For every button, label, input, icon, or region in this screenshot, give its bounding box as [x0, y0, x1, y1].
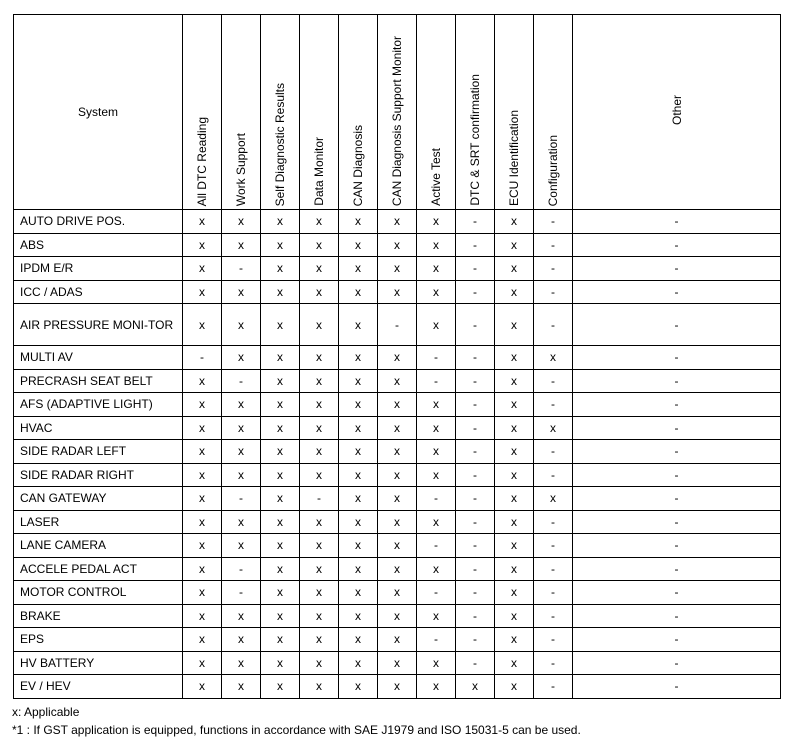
- table-row: [14, 534, 781, 558]
- function-cell: x: [300, 628, 339, 652]
- table-row: [14, 233, 781, 257]
- function-cell: x: [183, 393, 222, 417]
- function-cell: -: [534, 675, 573, 699]
- function-cell: x: [261, 233, 300, 257]
- system-name-cell: EPS: [14, 628, 183, 652]
- table-row: [14, 210, 781, 234]
- function-cell: x: [495, 628, 534, 652]
- function-cell: -: [222, 369, 261, 393]
- system-name-cell: EV / HEV: [14, 675, 183, 699]
- function-cell: x: [339, 651, 378, 675]
- function-cell: x: [495, 346, 534, 370]
- function-cell: x: [261, 440, 300, 464]
- function-cell: x: [339, 557, 378, 581]
- system-name-cell: BRAKE: [14, 604, 183, 628]
- function-cell: x: [417, 651, 456, 675]
- system-name-cell: MOTOR CONTROL: [14, 581, 183, 605]
- function-cell: -: [534, 304, 573, 346]
- function-cell: x: [378, 463, 417, 487]
- function-cell: x: [339, 628, 378, 652]
- function-cell: x: [183, 440, 222, 464]
- function-cell: x: [495, 581, 534, 605]
- function-cell: -: [573, 534, 781, 558]
- function-cell: x: [417, 257, 456, 281]
- function-cell: -: [417, 534, 456, 558]
- system-column-header: System: [14, 15, 183, 210]
- function-cell: x: [261, 304, 300, 346]
- function-cell: -: [534, 369, 573, 393]
- function-cell: x: [261, 210, 300, 234]
- function-cell: x: [300, 416, 339, 440]
- table-row: [14, 440, 781, 464]
- function-cell: x: [222, 416, 261, 440]
- function-cell: x: [183, 369, 222, 393]
- function-cell: -: [573, 463, 781, 487]
- function-cell: x: [300, 463, 339, 487]
- function-cell: x: [300, 369, 339, 393]
- function-cell: -: [456, 487, 495, 511]
- function-cell: x: [222, 510, 261, 534]
- function-cell: x: [378, 393, 417, 417]
- function-cell: x: [300, 581, 339, 605]
- function-cell: x: [417, 604, 456, 628]
- column-header-can-diagnosis: [339, 15, 378, 210]
- function-cell: x: [378, 510, 417, 534]
- column-header-label: DTC & SRT confirmation: [468, 74, 482, 206]
- function-cell: x: [378, 487, 417, 511]
- function-cell: -: [222, 557, 261, 581]
- function-cell: -: [534, 233, 573, 257]
- function-cell: -: [456, 416, 495, 440]
- function-cell: -: [456, 604, 495, 628]
- table-row: [14, 416, 781, 440]
- table-row: [14, 510, 781, 534]
- function-cell: -: [573, 581, 781, 605]
- function-cell: x: [495, 280, 534, 304]
- function-cell: -: [573, 557, 781, 581]
- function-cell: x: [339, 675, 378, 699]
- system-name-cell: SIDE RADAR RIGHT: [14, 463, 183, 487]
- table-row: [14, 369, 781, 393]
- function-cell: x: [495, 369, 534, 393]
- function-cell: x: [378, 257, 417, 281]
- column-header-dtc-srt-confirmation: [456, 15, 495, 210]
- function-cell: x: [222, 280, 261, 304]
- system-name-cell: CAN GATEWAY: [14, 487, 183, 511]
- function-cell: x: [495, 557, 534, 581]
- function-cell: -: [534, 440, 573, 464]
- function-cell: x: [378, 604, 417, 628]
- function-cell: -: [456, 346, 495, 370]
- table-row: [14, 280, 781, 304]
- function-cell: -: [573, 440, 781, 464]
- function-cell: x: [378, 581, 417, 605]
- table-row: [14, 651, 781, 675]
- function-cell: x: [339, 280, 378, 304]
- function-cell: x: [495, 393, 534, 417]
- function-cell: x: [495, 210, 534, 234]
- function-cell: -: [534, 210, 573, 234]
- function-cell: -: [573, 257, 781, 281]
- function-cell: x: [339, 369, 378, 393]
- system-name-cell: HV BATTERY: [14, 651, 183, 675]
- function-cell: x: [183, 416, 222, 440]
- column-header-label: Configuration: [546, 134, 560, 206]
- function-cell: x: [222, 675, 261, 699]
- function-cell: x: [222, 210, 261, 234]
- column-header-can-diagnosis-support-monitor: [378, 15, 417, 210]
- function-cell: x: [300, 440, 339, 464]
- table-row: [14, 628, 781, 652]
- function-cell: -: [456, 440, 495, 464]
- table-row: [14, 304, 781, 346]
- system-name-cell: IPDM E/R: [14, 257, 183, 281]
- function-cell: x: [378, 675, 417, 699]
- function-cell: x: [339, 534, 378, 558]
- table-row: [14, 675, 781, 699]
- function-cell: x: [378, 557, 417, 581]
- function-cell: -: [573, 628, 781, 652]
- system-name-cell: AIR PRESSURE MONI-TOR: [14, 304, 183, 346]
- function-cell: x: [339, 463, 378, 487]
- function-cell: x: [300, 651, 339, 675]
- function-cell: x: [495, 440, 534, 464]
- function-cell: x: [378, 346, 417, 370]
- table-row: [14, 604, 781, 628]
- function-cell: x: [183, 534, 222, 558]
- function-cell: x: [378, 440, 417, 464]
- function-cell: x: [261, 581, 300, 605]
- function-cell: -: [573, 416, 781, 440]
- function-cell: -: [573, 210, 781, 234]
- function-cell: -: [534, 257, 573, 281]
- function-cell: x: [339, 257, 378, 281]
- function-cell: x: [222, 304, 261, 346]
- function-cell: -: [573, 346, 781, 370]
- legend-footnote: *1 : If GST application is equipped, functions in accordance with SAE J1979 and ISO 15031-5 can be used.: [12, 723, 581, 737]
- function-cell: -: [417, 346, 456, 370]
- function-cell: x: [183, 487, 222, 511]
- function-cell: -: [378, 304, 417, 346]
- function-cell: x: [339, 487, 378, 511]
- function-cell: x: [417, 280, 456, 304]
- function-cell: x: [222, 604, 261, 628]
- function-cell: x: [495, 304, 534, 346]
- function-cell: x: [495, 416, 534, 440]
- function-cell: -: [222, 581, 261, 605]
- function-cell: -: [534, 393, 573, 417]
- function-cell: x: [300, 346, 339, 370]
- function-cell: x: [261, 628, 300, 652]
- function-cell: x: [222, 440, 261, 464]
- function-cell: x: [261, 604, 300, 628]
- function-cell: x: [495, 604, 534, 628]
- function-cell: x: [378, 534, 417, 558]
- function-cell: -: [417, 628, 456, 652]
- column-header-label: CAN Diagnosis: [351, 124, 365, 206]
- function-cell: x: [417, 304, 456, 346]
- function-cell: -: [456, 257, 495, 281]
- system-name-cell: ABS: [14, 233, 183, 257]
- function-cell: x: [261, 534, 300, 558]
- function-cell: x: [183, 604, 222, 628]
- function-cell: x: [417, 416, 456, 440]
- column-header-ecu-identification: [495, 15, 534, 210]
- function-cell: x: [495, 463, 534, 487]
- function-cell: x: [222, 628, 261, 652]
- function-cell: x: [183, 280, 222, 304]
- function-cell: x: [339, 604, 378, 628]
- function-cell: -: [534, 463, 573, 487]
- function-cell: x: [417, 210, 456, 234]
- function-cell: x: [261, 651, 300, 675]
- function-cell: -: [573, 510, 781, 534]
- column-header-label: Data Monitor: [312, 137, 326, 206]
- legend: [12, 703, 581, 739]
- function-availability-table: [13, 14, 781, 699]
- function-cell: -: [573, 369, 781, 393]
- function-cell: -: [417, 581, 456, 605]
- table-row: [14, 581, 781, 605]
- function-cell: x: [222, 393, 261, 417]
- function-cell: x: [378, 369, 417, 393]
- table-body: [14, 210, 781, 699]
- function-cell: -: [456, 628, 495, 652]
- system-name-cell: SIDE RADAR LEFT: [14, 440, 183, 464]
- table-row: [14, 346, 781, 370]
- function-cell: x: [339, 346, 378, 370]
- function-cell: x: [495, 510, 534, 534]
- function-cell: -: [300, 487, 339, 511]
- function-cell: x: [534, 416, 573, 440]
- system-name-cell: LASER: [14, 510, 183, 534]
- function-cell: x: [300, 233, 339, 257]
- system-name-cell: LANE CAMERA: [14, 534, 183, 558]
- function-cell: x: [417, 510, 456, 534]
- function-cell: -: [417, 369, 456, 393]
- function-cell: x: [495, 487, 534, 511]
- function-cell: x: [183, 257, 222, 281]
- function-cell: -: [456, 280, 495, 304]
- function-cell: x: [183, 557, 222, 581]
- function-cell: -: [456, 510, 495, 534]
- function-cell: x: [222, 463, 261, 487]
- function-cell: x: [222, 534, 261, 558]
- function-cell: -: [222, 487, 261, 511]
- column-header-data-monitor: [300, 15, 339, 210]
- function-cell: x: [300, 210, 339, 234]
- system-name-cell: ICC / ADAS: [14, 280, 183, 304]
- function-cell: x: [183, 210, 222, 234]
- function-cell: x: [300, 304, 339, 346]
- function-table-container: [13, 14, 781, 699]
- function-cell: -: [573, 651, 781, 675]
- table-row: [14, 487, 781, 511]
- function-cell: x: [495, 233, 534, 257]
- function-cell: x: [417, 675, 456, 699]
- function-cell: x: [183, 304, 222, 346]
- function-cell: x: [417, 440, 456, 464]
- function-cell: -: [573, 675, 781, 699]
- table-row: [14, 393, 781, 417]
- function-cell: -: [573, 280, 781, 304]
- function-cell: -: [456, 581, 495, 605]
- function-cell: -: [573, 393, 781, 417]
- column-header-label: Work Support: [234, 132, 248, 206]
- function-cell: -: [573, 604, 781, 628]
- system-name-cell: AFS (ADAPTIVE LIGHT): [14, 393, 183, 417]
- function-cell: x: [378, 233, 417, 257]
- function-cell: x: [378, 651, 417, 675]
- function-cell: -: [534, 510, 573, 534]
- system-name-cell: HVAC: [14, 416, 183, 440]
- function-cell: -: [456, 651, 495, 675]
- function-cell: x: [261, 463, 300, 487]
- function-cell: -: [573, 304, 781, 346]
- legend-applicable: x: Applicable: [12, 705, 80, 719]
- function-cell: x: [339, 416, 378, 440]
- function-cell: x: [261, 369, 300, 393]
- column-header-other: [573, 15, 781, 210]
- function-cell: x: [222, 651, 261, 675]
- function-cell: x: [495, 651, 534, 675]
- function-cell: x: [378, 210, 417, 234]
- function-cell: x: [339, 440, 378, 464]
- function-cell: -: [534, 604, 573, 628]
- function-cell: x: [183, 463, 222, 487]
- function-cell: -: [534, 581, 573, 605]
- function-cell: -: [534, 628, 573, 652]
- function-cell: x: [456, 675, 495, 699]
- function-cell: x: [261, 675, 300, 699]
- function-cell: x: [417, 557, 456, 581]
- function-cell: x: [261, 557, 300, 581]
- function-cell: x: [495, 675, 534, 699]
- function-cell: -: [534, 651, 573, 675]
- function-cell: -: [456, 534, 495, 558]
- function-cell: x: [339, 210, 378, 234]
- column-header-label: Other: [669, 95, 684, 126]
- function-cell: x: [534, 346, 573, 370]
- function-cell: x: [495, 257, 534, 281]
- function-cell: x: [222, 346, 261, 370]
- function-cell: -: [456, 463, 495, 487]
- function-cell: x: [222, 233, 261, 257]
- column-header-label: Self Diagnostic Results: [273, 82, 287, 206]
- function-cell: x: [183, 510, 222, 534]
- column-header-work-support: [222, 15, 261, 210]
- system-name-cell: ACCELE PEDAL ACT: [14, 557, 183, 581]
- function-cell: -: [456, 210, 495, 234]
- table-row: [14, 463, 781, 487]
- function-cell: x: [261, 416, 300, 440]
- function-cell: x: [183, 651, 222, 675]
- function-cell: x: [261, 257, 300, 281]
- system-name-cell: PRECRASH SEAT BELT: [14, 369, 183, 393]
- function-cell: x: [417, 233, 456, 257]
- function-cell: x: [261, 393, 300, 417]
- function-cell: x: [300, 393, 339, 417]
- function-cell: x: [261, 280, 300, 304]
- header-row: [14, 15, 781, 210]
- function-cell: x: [300, 557, 339, 581]
- function-cell: x: [417, 463, 456, 487]
- function-cell: x: [300, 257, 339, 281]
- column-header-active-test: [417, 15, 456, 210]
- function-cell: x: [417, 393, 456, 417]
- function-cell: x: [300, 675, 339, 699]
- system-name-cell: AUTO DRIVE POS.: [14, 210, 183, 234]
- function-cell: x: [300, 280, 339, 304]
- function-cell: x: [183, 675, 222, 699]
- column-header-self-diagnostic-results: [261, 15, 300, 210]
- function-cell: x: [534, 487, 573, 511]
- function-cell: -: [534, 534, 573, 558]
- function-cell: x: [339, 581, 378, 605]
- function-cell: -: [456, 233, 495, 257]
- column-header-label: CAN Diagnosis Support Monitor: [390, 35, 404, 206]
- function-cell: -: [222, 257, 261, 281]
- function-cell: x: [300, 604, 339, 628]
- function-cell: -: [534, 557, 573, 581]
- system-name-cell: MULTI AV: [14, 346, 183, 370]
- function-cell: x: [183, 628, 222, 652]
- function-cell: x: [183, 233, 222, 257]
- function-cell: x: [339, 393, 378, 417]
- function-cell: -: [534, 280, 573, 304]
- function-cell: -: [573, 487, 781, 511]
- function-cell: x: [261, 487, 300, 511]
- function-cell: x: [378, 280, 417, 304]
- function-cell: x: [378, 628, 417, 652]
- function-cell: -: [183, 346, 222, 370]
- column-header-label: Active Test: [429, 148, 443, 206]
- function-cell: x: [339, 510, 378, 534]
- function-cell: x: [339, 304, 378, 346]
- function-cell: x: [339, 233, 378, 257]
- function-cell: x: [261, 346, 300, 370]
- column-header-configuration: [534, 15, 573, 210]
- function-cell: -: [456, 393, 495, 417]
- function-cell: x: [261, 510, 300, 534]
- function-cell: -: [456, 304, 495, 346]
- function-cell: -: [456, 557, 495, 581]
- function-cell: -: [417, 487, 456, 511]
- function-cell: x: [495, 534, 534, 558]
- table-row: [14, 257, 781, 281]
- function-cell: x: [300, 510, 339, 534]
- column-header-all-dtc-reading: [183, 15, 222, 210]
- function-cell: -: [456, 369, 495, 393]
- table-row: [14, 557, 781, 581]
- function-cell: x: [300, 534, 339, 558]
- function-cell: x: [183, 581, 222, 605]
- column-header-label: All DTC Reading: [195, 116, 209, 206]
- function-cell: x: [378, 416, 417, 440]
- column-header-label: ECU Identification: [507, 109, 521, 206]
- function-cell: -: [573, 233, 781, 257]
